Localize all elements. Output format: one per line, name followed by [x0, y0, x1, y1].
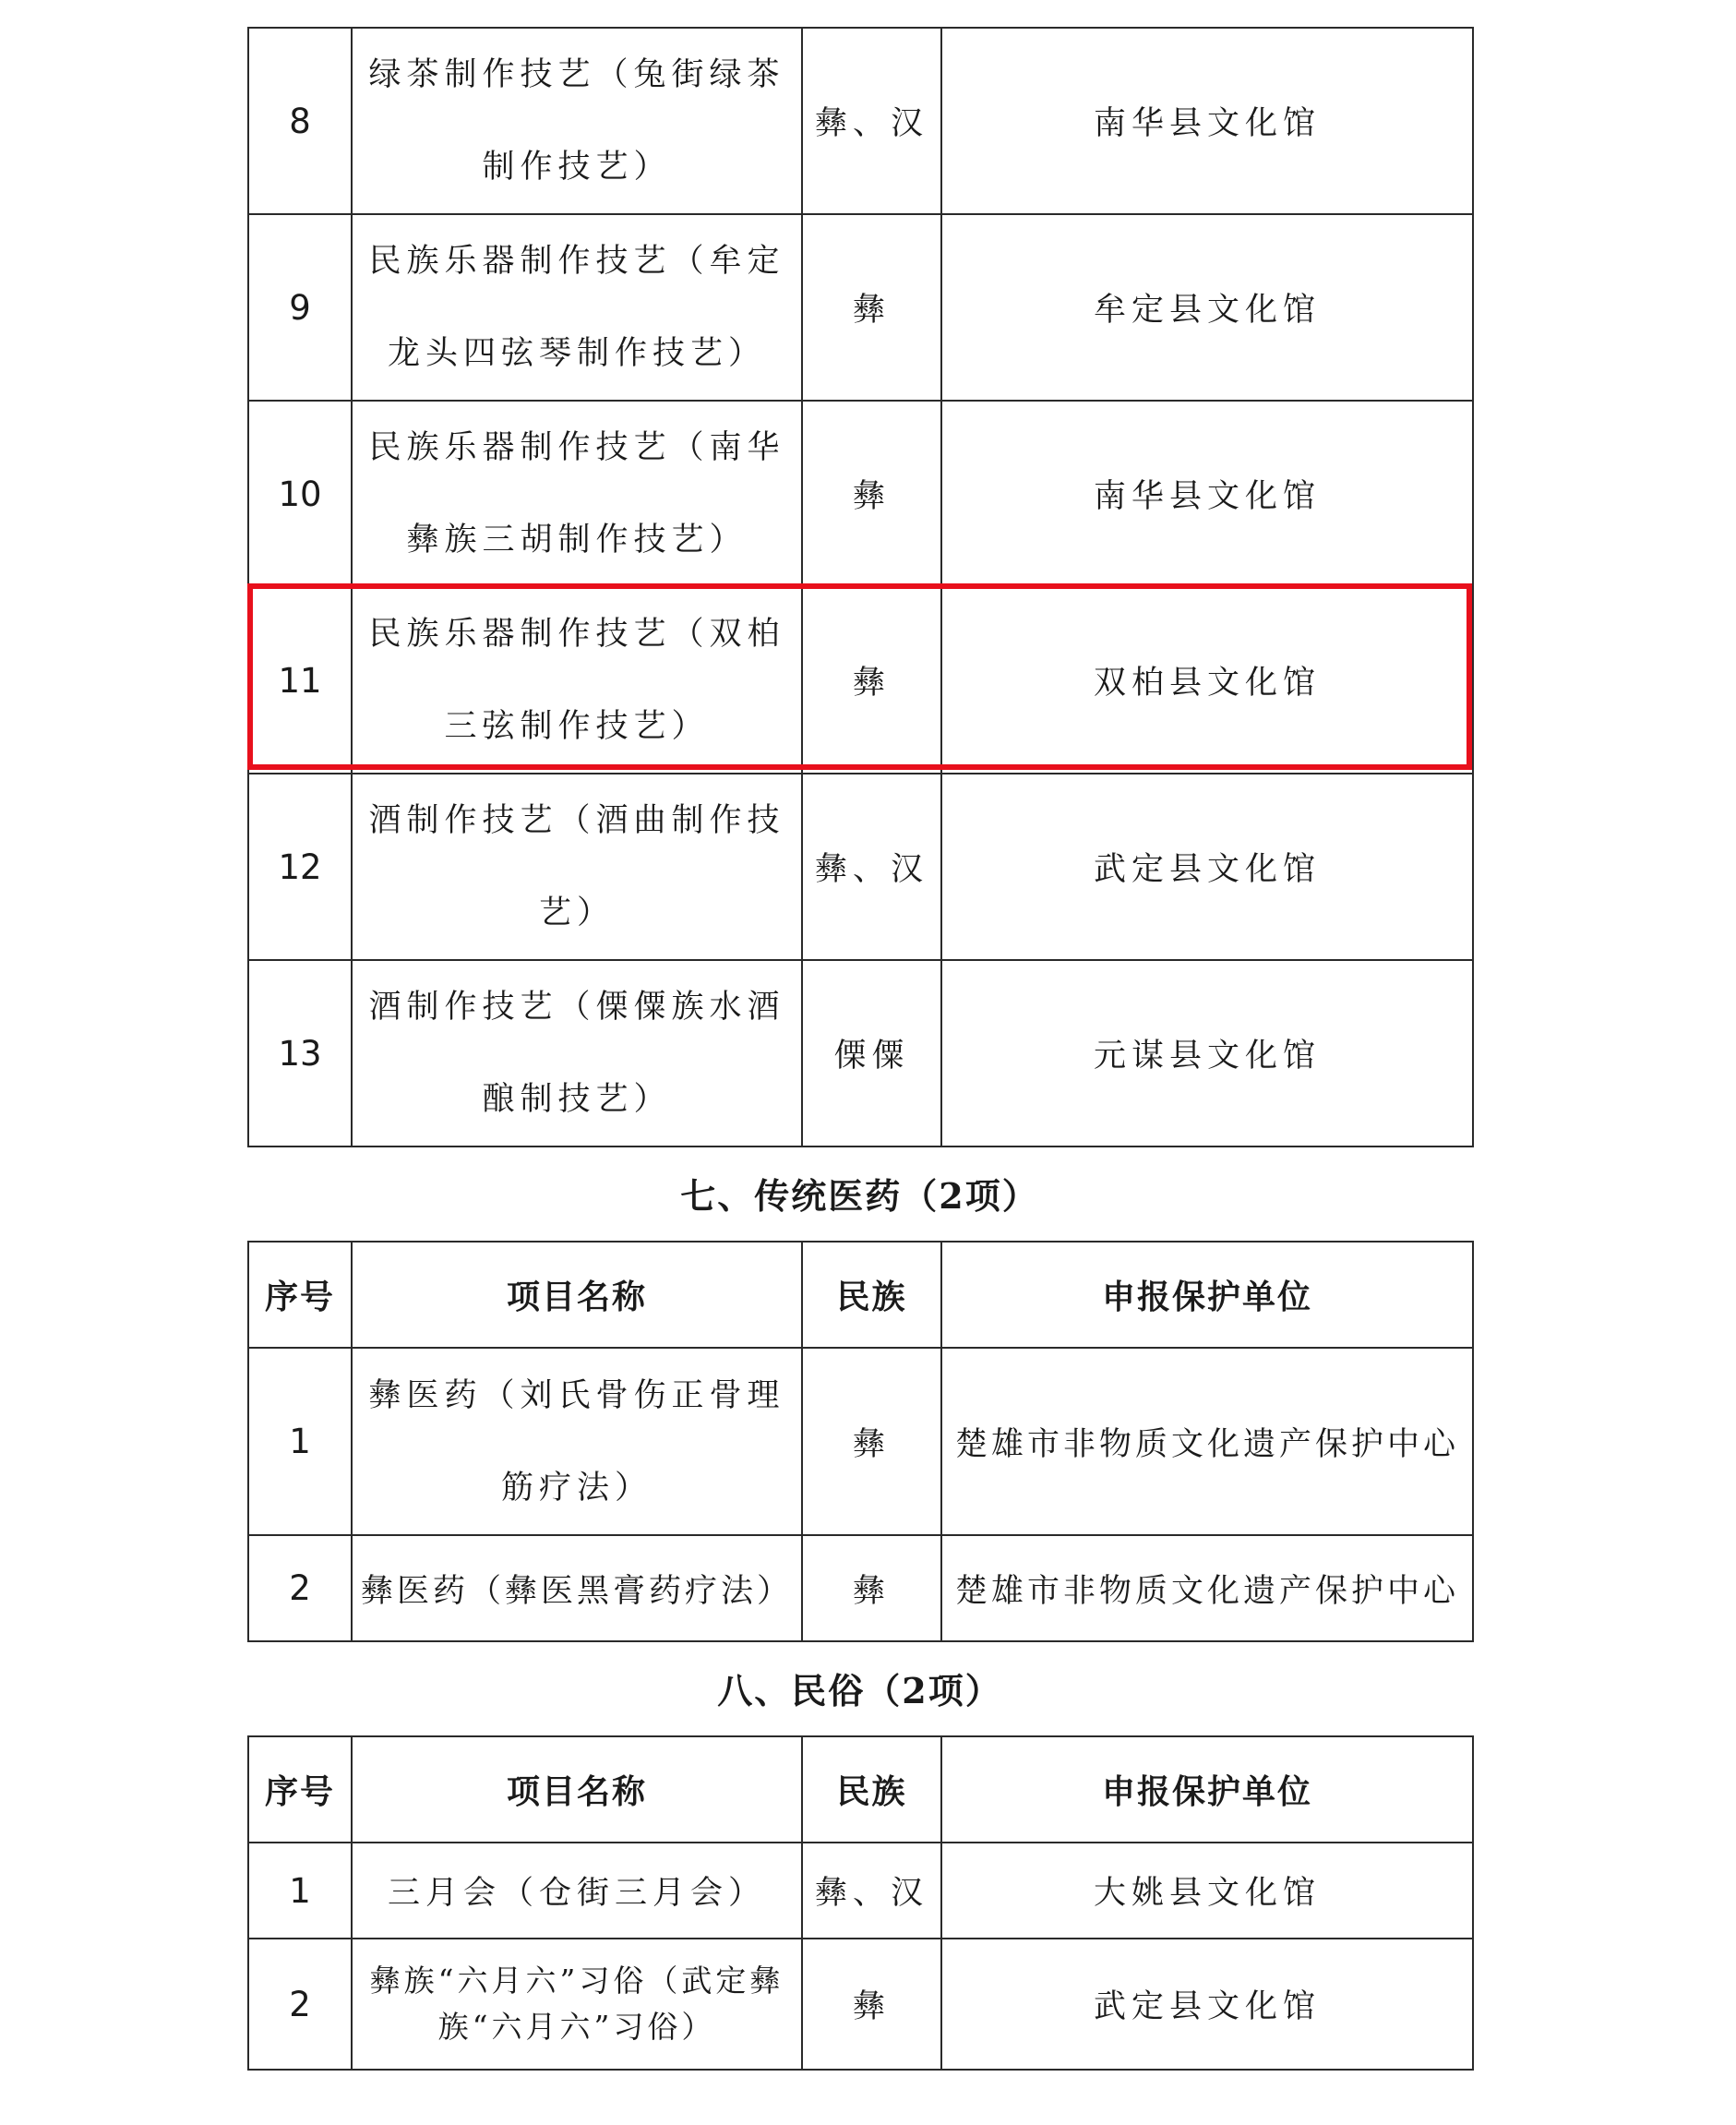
reporting-unit: 双柏县文化馆 [941, 587, 1473, 774]
project-name: 绿茶制作技艺（兔街绿茶制作技艺） [352, 28, 802, 214]
table-header-row [248, 1242, 1473, 1348]
project-name: 彝医药（彝医黑膏药疗法） [352, 1535, 802, 1641]
ethnic-group: 彝、汉 [802, 28, 941, 214]
ethnic-group: 彝 [802, 1939, 941, 2070]
row-number: 10 [248, 401, 352, 587]
row-number: 8 [248, 28, 352, 214]
project-name: 民族乐器制作技艺（牟定龙头四弦琴制作技艺） [352, 214, 802, 401]
table-row [248, 28, 1473, 214]
traditional-medicine-table [247, 1241, 1474, 1642]
reporting-unit: 大姚县文化馆 [941, 1843, 1473, 1939]
row-number: 1 [248, 1843, 352, 1939]
folk-customs-table [247, 1735, 1474, 2071]
ethnic-group: 彝 [802, 401, 941, 587]
ethnic-group: 彝、汉 [802, 1843, 941, 1939]
ethnic-group: 彝 [802, 1535, 941, 1641]
table-row-highlighted [248, 587, 1473, 774]
header-unit: 申报保护单位 [941, 1242, 1473, 1348]
header-no: 序号 [248, 1242, 352, 1348]
row-number: 12 [248, 774, 352, 960]
reporting-unit: 楚雄市非物质文化遗产保护中心 [941, 1535, 1473, 1641]
ethnic-group: 彝 [802, 587, 941, 774]
row-number: 13 [248, 960, 352, 1147]
header-name: 项目名称 [352, 1736, 802, 1843]
section-title-traditional-medicine: 七、传统医药（2项） [680, 1175, 1039, 1217]
table-row [248, 1939, 1473, 2070]
reporting-unit: 南华县文化馆 [941, 28, 1473, 214]
project-name: 民族乐器制作技艺（双柏三弦制作技艺） [352, 587, 802, 774]
project-name: 彝族“六月六”习俗（武定彝族“六月六”习俗） [352, 1939, 802, 2070]
table-header-row [248, 1736, 1473, 1843]
table-row [248, 774, 1473, 960]
project-name: 三月会（仓街三月会） [352, 1843, 802, 1939]
header-ethnic: 民族 [802, 1736, 941, 1843]
craft-table-continued [247, 27, 1474, 1147]
project-name: 民族乐器制作技艺（南华彝族三胡制作技艺） [352, 401, 802, 587]
table-row [248, 1843, 1473, 1939]
row-number: 2 [248, 1939, 352, 2070]
row-number: 1 [248, 1348, 352, 1535]
ethnic-group: 彝 [802, 1348, 941, 1535]
table-row [248, 401, 1473, 587]
project-name: 酒制作技艺（傈僳族水酒酿制技艺） [352, 960, 802, 1147]
table-row [248, 1348, 1473, 1535]
reporting-unit: 南华县文化馆 [941, 401, 1473, 587]
table-row [248, 214, 1473, 401]
project-name: 彝医药（刘氏骨伤正骨理筋疗法） [352, 1348, 802, 1535]
reporting-unit: 武定县文化馆 [941, 774, 1473, 960]
header-name: 项目名称 [352, 1242, 802, 1348]
reporting-unit: 武定县文化馆 [941, 1939, 1473, 2070]
row-number: 2 [248, 1535, 352, 1641]
row-number: 11 [248, 587, 352, 774]
header-no: 序号 [248, 1736, 352, 1843]
header-unit: 申报保护单位 [941, 1736, 1473, 1843]
table-row [248, 960, 1473, 1147]
reporting-unit: 元谋县文化馆 [941, 960, 1473, 1147]
reporting-unit: 牟定县文化馆 [941, 214, 1473, 401]
ethnic-group: 傈僳 [802, 960, 941, 1147]
ethnic-group: 彝、汉 [802, 774, 941, 960]
header-ethnic: 民族 [802, 1242, 941, 1348]
row-number: 9 [248, 214, 352, 401]
reporting-unit: 楚雄市非物质文化遗产保护中心 [941, 1348, 1473, 1535]
section-title-folk-customs: 八、民俗（2项） [717, 1670, 1002, 1711]
table-row [248, 1535, 1473, 1641]
ethnic-group: 彝 [802, 214, 941, 401]
project-name: 酒制作技艺（酒曲制作技艺） [352, 774, 802, 960]
